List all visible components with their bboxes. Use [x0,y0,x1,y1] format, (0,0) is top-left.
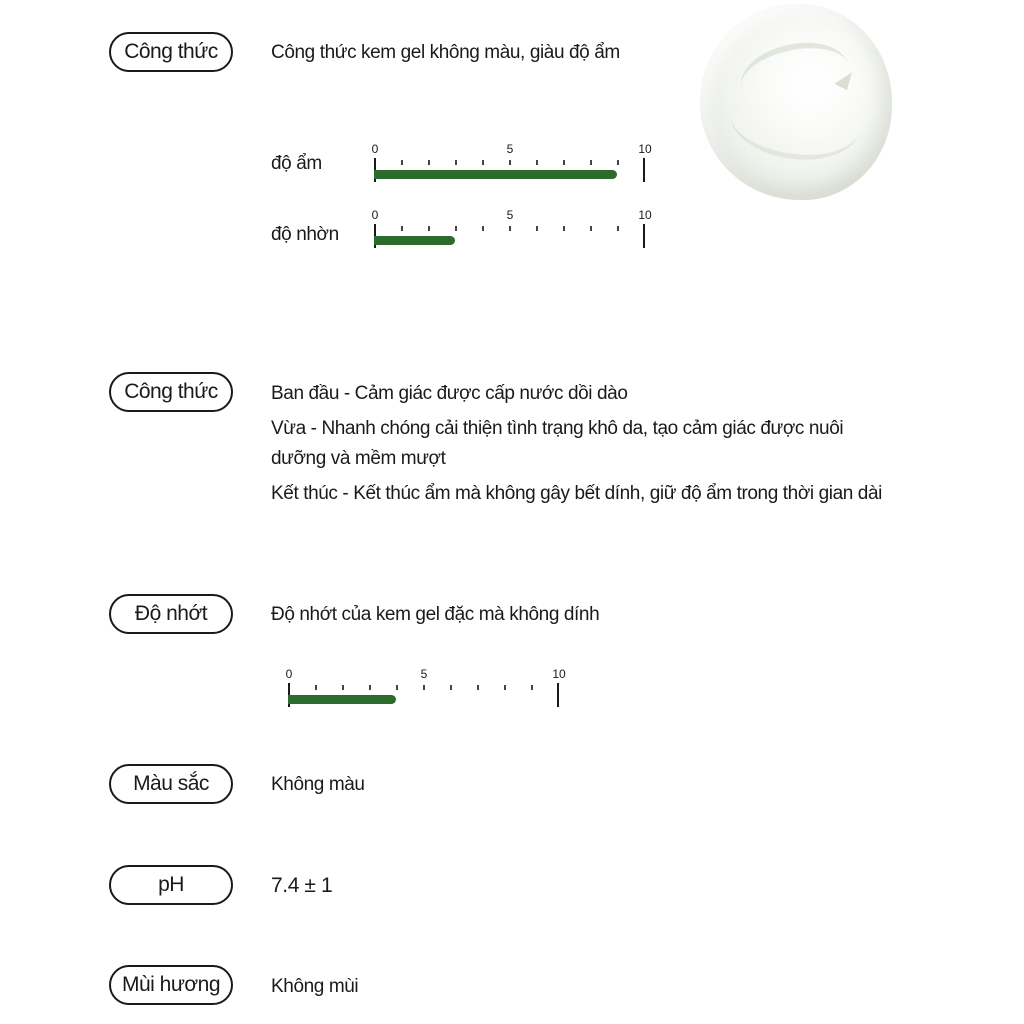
scale-mid-label: 5 [506,208,514,222]
scale-tick [315,685,317,690]
cream-texture-image [700,4,892,200]
scale-tick [401,160,403,165]
oiliness-label: độ nhờn [271,224,339,245]
scale-tick [369,685,371,690]
scent-label: Mùi hương [121,973,221,996]
formula-label-pill [109,32,233,72]
scale-tick [450,685,452,690]
scale-min-label: 0 [285,667,293,681]
color-value: Không màu [271,774,365,795]
scale-tick [536,226,538,231]
scale-tick [401,226,403,231]
scale-tick [563,226,565,231]
scale-end-line [557,683,559,707]
scale-end-line [643,224,645,248]
scent-label-pill [109,965,233,1005]
viscosity-bar [288,695,396,704]
scale-tick [423,685,425,690]
color-label-pill [109,764,233,804]
viscosity-scale [285,667,568,707]
formula-description: Công thức kem gel không màu, giàu độ ẩm [271,42,620,63]
viscosity-label: Độ nhớt [134,602,208,625]
texture-label-pill [109,372,233,412]
moisture-scale [371,142,654,182]
scale-tick [428,226,430,231]
ph-label-pill [109,865,233,905]
scale-max-label: 10 [638,208,652,222]
ph-label: pH [158,873,184,896]
scale-tick [455,226,457,231]
scale-end-line [643,158,645,182]
scale-tick [482,160,484,165]
scale-max-label: 10 [638,142,652,156]
scale-min-label: 0 [371,142,379,156]
scale-tick [536,160,538,165]
oiliness-bar [374,236,455,245]
scale-tick [396,685,398,690]
scale-tick [509,226,511,231]
scale-tick [342,685,344,690]
oiliness-scale [371,208,654,248]
moisture-bar [374,170,617,179]
scale-tick [477,685,479,690]
scent-value: Không mùi [271,976,359,997]
scale-tick [531,685,533,690]
texture-label: Công thức [124,380,218,403]
texture-line-middle-cont: dưỡng và mềm mượt [271,448,446,469]
formula-label: Công thức [124,40,218,63]
ph-value: 7.4 ± 1 [271,874,333,897]
moisture-label: độ ẩm [271,153,322,174]
scale-tick [455,160,457,165]
texture-line-initial: Ban đầu - Cảm giác được cấp nước dồi dào [271,383,628,404]
scale-max-label: 10 [552,667,566,681]
scale-tick [428,160,430,165]
scale-mid-label: 5 [506,142,514,156]
scale-tick [563,160,565,165]
viscosity-description: Độ nhớt của kem gel đặc mà không dính [271,604,600,625]
scale-mid-label: 5 [420,667,428,681]
texture-line-middle: Vừa - Nhanh chóng cải thiện tình trạng khô da, tạo cảm giác được nuôi [271,418,844,439]
scale-min-label: 0 [371,208,379,222]
scale-tick [590,226,592,231]
scale-tick [509,160,511,165]
color-label: Màu sắc [133,772,209,795]
viscosity-label-pill [109,594,233,634]
scale-tick [617,226,619,231]
scale-tick [590,160,592,165]
scale-tick [617,160,619,165]
scale-tick [504,685,506,690]
texture-line-finish: Kết thúc - Kết thúc ẩm mà không gây bết dính, giữ độ ẩm trong thời gian dài [271,483,882,504]
scale-tick [482,226,484,231]
